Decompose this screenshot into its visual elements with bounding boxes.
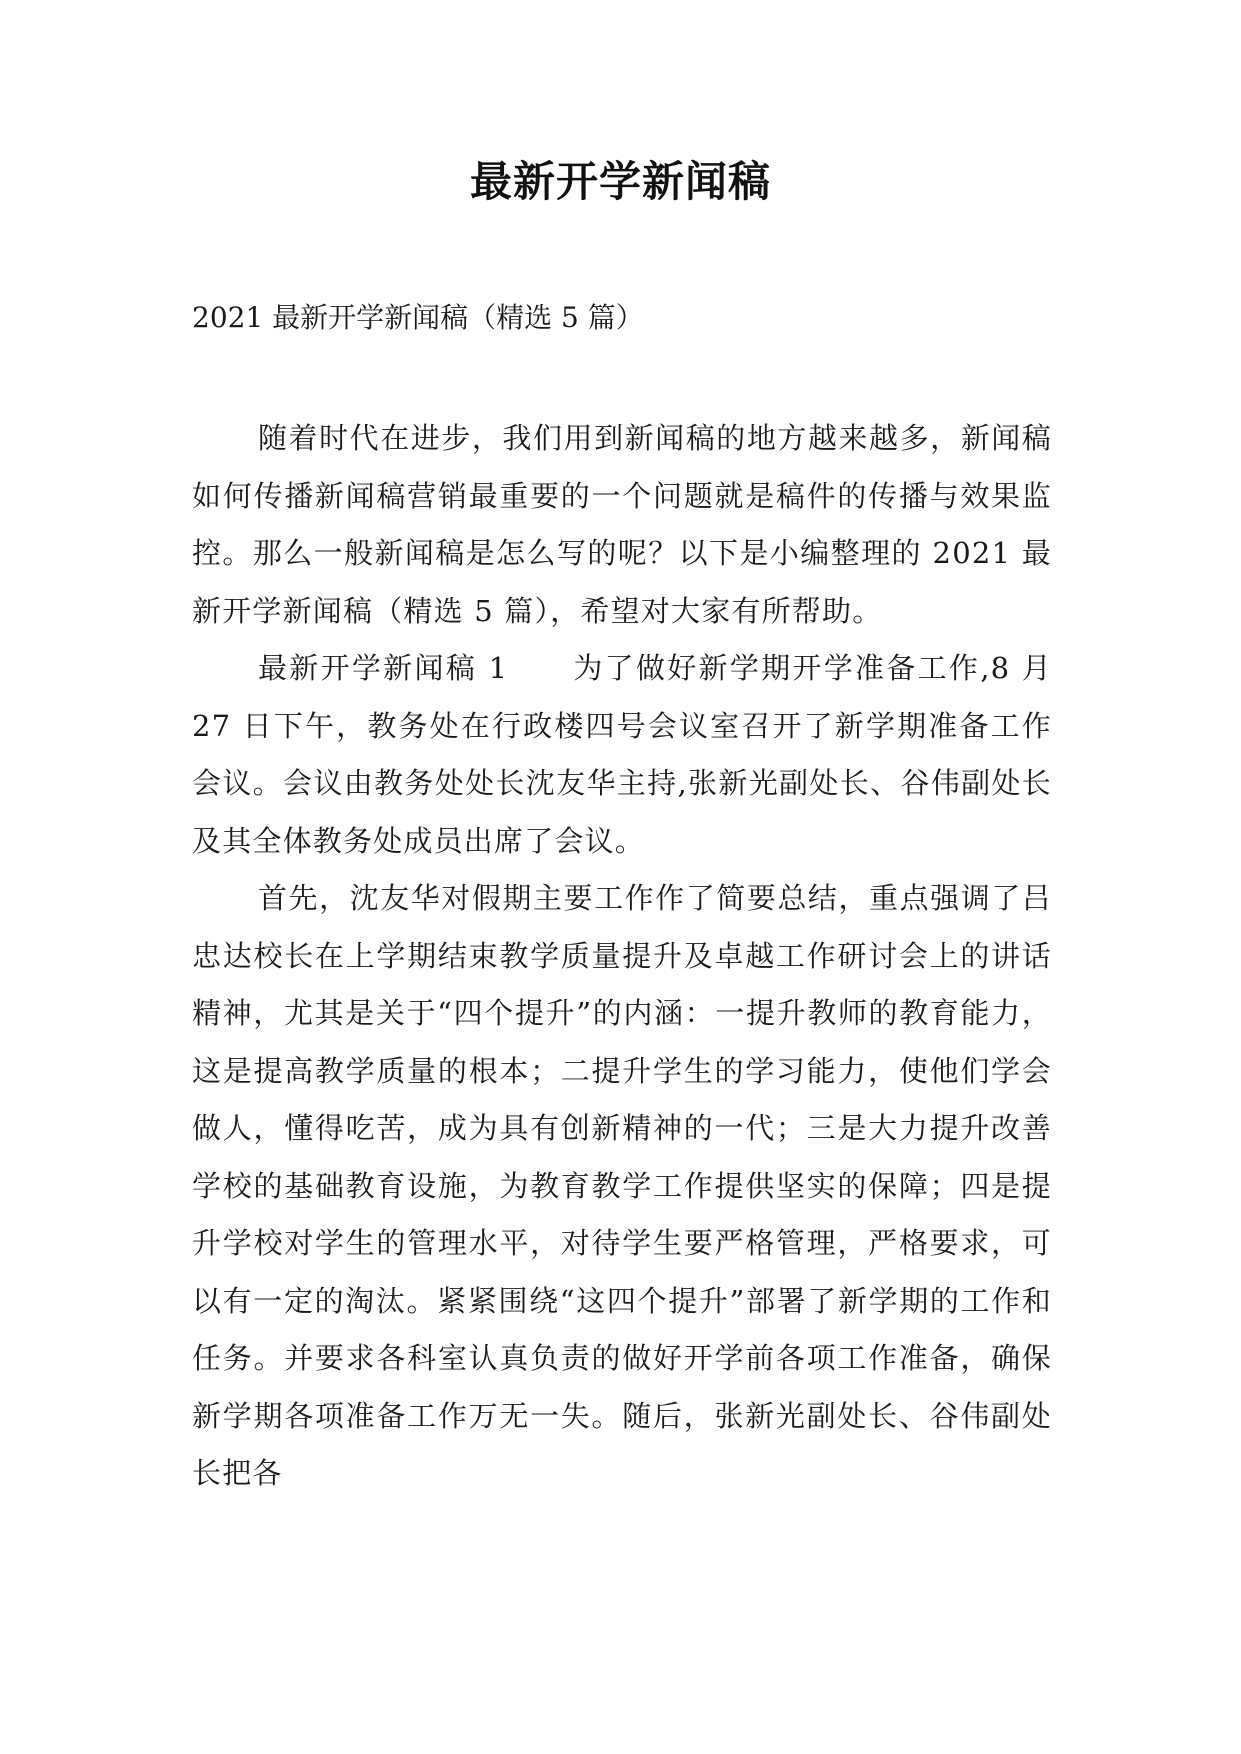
body-paragraph-3: 首先，沈友华对假期主要工作作了简要总结，重点强调了吕忠达校长在上学期结束教学质量提升及卓越工作研讨会上的讲话精神，尤其是关于“四个提升”的内涵：一提升教师的教育能力，这是提高教学质量的根本；二提升学生的学习能力，使他们学会做人，懂得吃苦，成为具有创新精神的一代；三是大力提升改善学校的基础教育设施，为教育教学工作提供坚实的保障；四是提升学校对学生的管理水平，对待学生要严格管理，严格要求，可以有一定的淘汰。紧紧围绕“这四个提升”部署了新学期的工作和任务。并要求各科室认真负责的做好开学前各项工作准备，确保新学期各项准备工作万无一失。随后，张新光副处长、谷伟副处长把各	[192, 881, 1052, 1490]
intro-paragraph: 随着时代在进步，我们用到新闻稿的地方越来越多，新闻稿如何传播新闻稿营销最重要的一个问题就是稿件的传播与效果监控。那么一般新闻稿是怎么写的呢？以下是小编整理的 2021 最新开学新闻稿（精选 5 篇），希望对大家有所帮助。	[192, 421, 1052, 628]
document-title: 最新开学新闻稿	[469, 157, 771, 206]
section-1-paragraph	[192, 640, 1052, 870]
section-1-body: 为了做好新学期开学准备工作,8 月 27 日下午，教务处在行政楼四号会议室召开了新学期准备工作会议。会议由教务处处长沈友华主持,张新光副处长、谷伟副处长及其全体教务处成员出席了会议。	[192, 651, 1052, 858]
document-subtitle: 2021 最新开学新闻稿（精选 5 篇）	[192, 301, 644, 334]
section-1-heading: 最新开学新闻稿 1	[258, 651, 509, 685]
document-body	[192, 410, 1052, 1503]
